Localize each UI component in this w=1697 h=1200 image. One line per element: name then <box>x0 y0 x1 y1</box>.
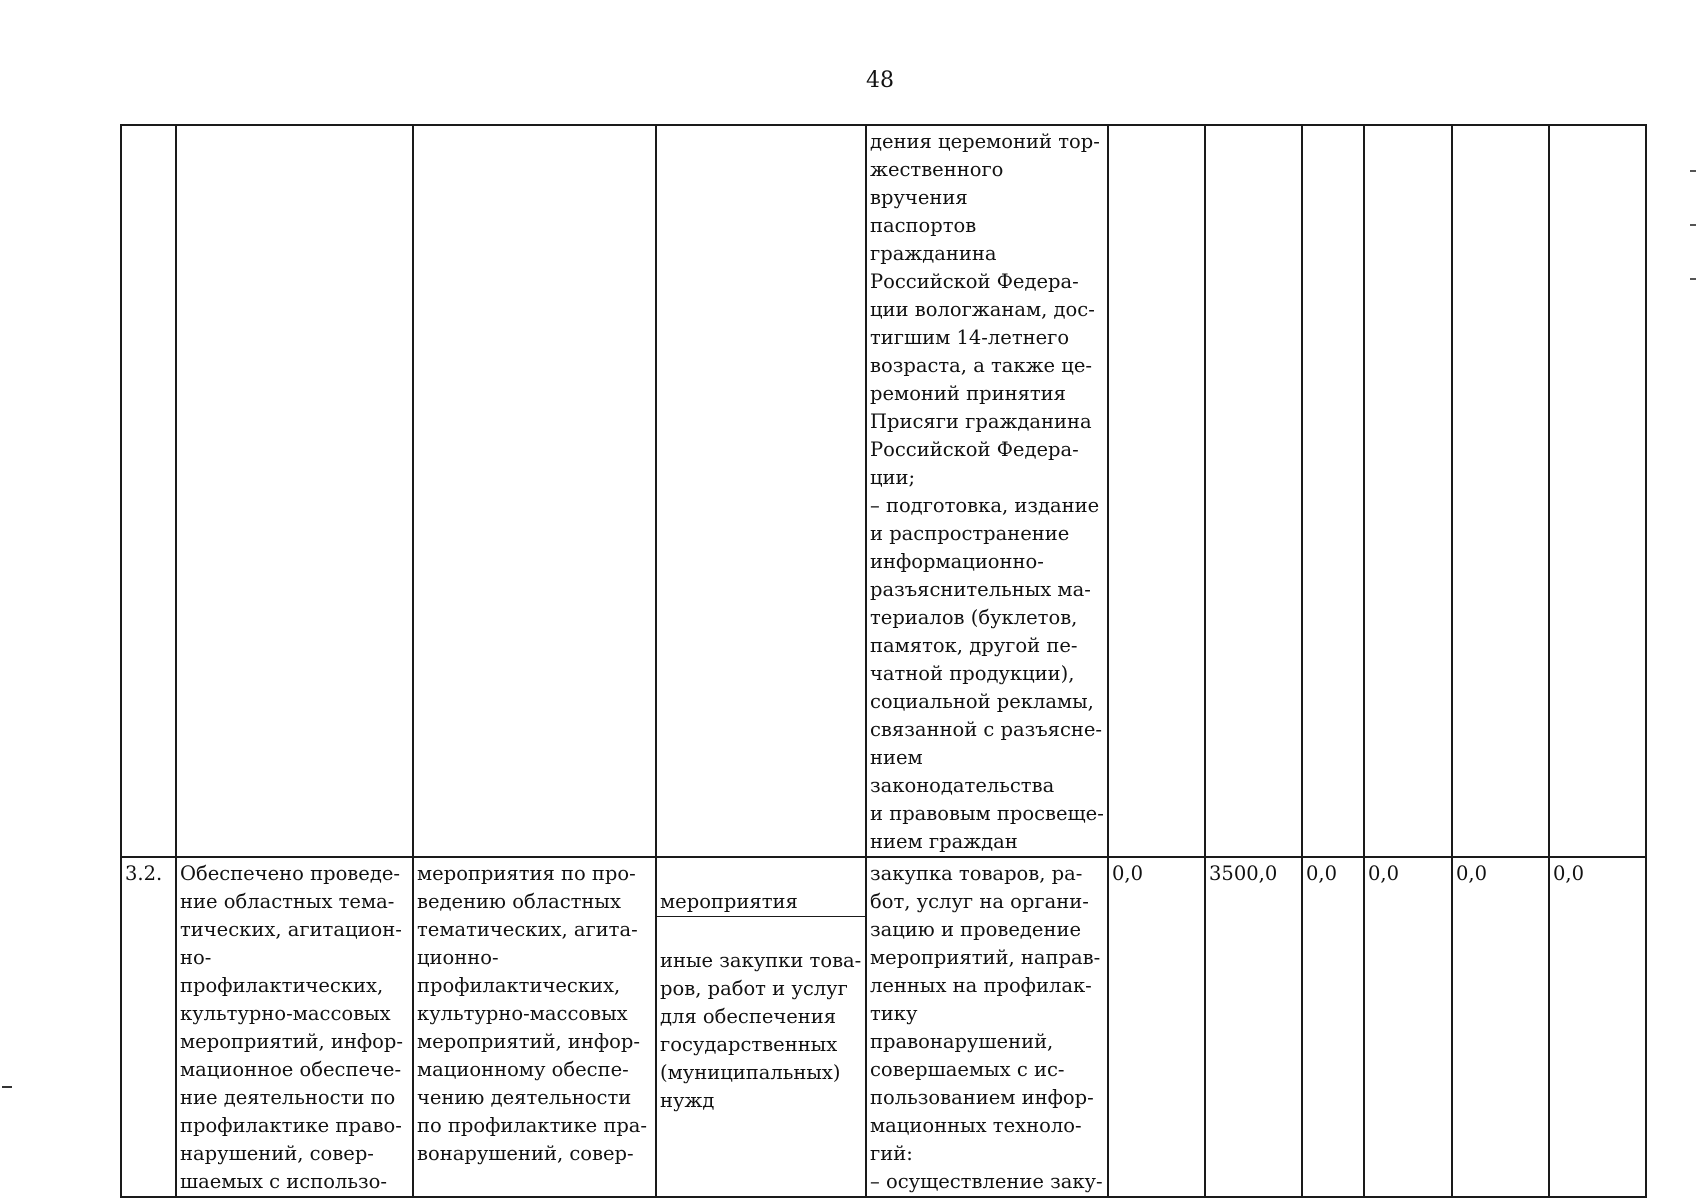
cell-value-3 <box>1302 125 1364 857</box>
cell-value-4 <box>1364 125 1452 857</box>
cell-activity: мероприятия по про- ведению областных тематических, агита- ционно- профилактических, культурно-массовых мероприятий, инфор- мационному обеспе- чению деятельности по профилактике пра- вонарушений, совер- <box>413 857 656 1197</box>
left-margin-mark <box>2 1086 12 1088</box>
cell-value-4: 0,0 <box>1364 857 1452 1197</box>
cell-result <box>176 125 413 857</box>
table-row-continued <box>121 125 1646 857</box>
program-activities-table <box>120 124 1647 1198</box>
cell-value-5 <box>1452 125 1549 857</box>
cell-description: дения церемоний тор- жественного вручения паспортов гражданина Российской Федера- ции вологжанам, дос- тигшим 14-летнего возраста, а также це- ремоний принятия Присяги гражданина Российской Федера- ции; – подготовка, издание и распространение информационно- разъяснительных ма- териалов (буклетов, памяток, другой пе- чатной продукции), социальной рекламы, связанной с разъясне- нием законодательства и правовым просвеще- нием граждан <box>866 125 1108 857</box>
cell-type-detail: иные закупки това- ров, работ и услуг для обеспечения государственных (муниципальных) нужд <box>660 949 862 1112</box>
page-number: 48 <box>866 68 894 93</box>
cell-value-6 <box>1549 125 1646 857</box>
right-margin-mark <box>1690 170 1696 172</box>
cell-value-1 <box>1108 125 1205 857</box>
cell-type-label: мероприятия <box>657 886 865 917</box>
cell-number: 3.2. <box>121 857 176 1197</box>
cell-type <box>656 857 866 1197</box>
cell-value-6: 0,0 <box>1549 857 1646 1197</box>
cell-activity <box>413 125 656 857</box>
right-margin-mark <box>1690 224 1696 226</box>
cell-value-3: 0,0 <box>1302 857 1364 1197</box>
cell-result: Обеспечено проведе- ние областных тема- тических, агитацион- но-профилактических, культурно-массовых мероприятий, инфор- мационное обеспече- ние деятельности по профилактике право- нарушений, совер- шаемых с использо- <box>176 857 413 1197</box>
cell-number <box>121 125 176 857</box>
cell-value-1: 0,0 <box>1108 857 1205 1197</box>
cell-type <box>656 125 866 857</box>
right-margin-mark <box>1690 278 1696 280</box>
cell-value-2: 3500,0 <box>1205 857 1302 1197</box>
cell-description: закупка товаров, ра- бот, услуг на органи- зацию и проведение мероприятий, направ- ленных на профилак- тику правонарушений, совершаемых с ис- пользованием инфор- мационных техноло- гий: – осуществление заку- <box>866 857 1108 1197</box>
cell-value-5: 0,0 <box>1452 857 1549 1197</box>
cell-value-2 <box>1205 125 1302 857</box>
table-row-3-2 <box>121 857 1646 1197</box>
